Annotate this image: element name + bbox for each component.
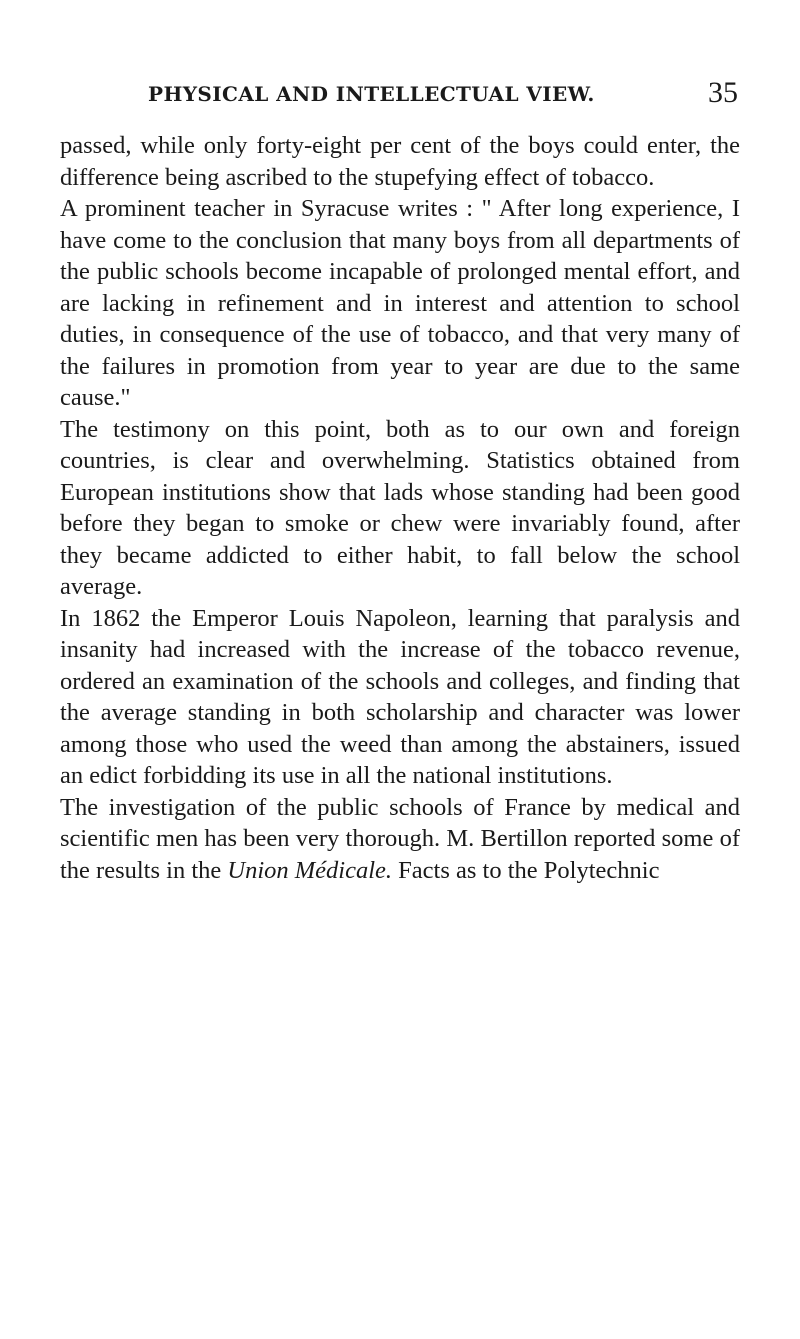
- paragraph: A prominent teacher in Syracuse writes : " After long experience, I have come to the conclusion that many boys from all departments of the public schools become incapable of prolonged mental effort, and are lacking in refinement and in interest and attention to school duties, in consequence of the use of tobacco, and that very many of the failures in promotion from year to year are due to the same cause.": [60, 195, 740, 411]
- running-head: [148, 76, 738, 116]
- page-number: 35: [708, 76, 738, 109]
- paragraph-text: The investigation of the public schools of France by medical and scientific men has been very thorough. M. Bertillon reported some of the results in the: [60, 793, 740, 884]
- running-title: PHYSICAL AND INTELLECTUAL VIEW.: [148, 82, 595, 106]
- paragraph: passed, while only forty-eight per cent of the boys could enter, the difference being ascribed to the stupefying effect of tobacco.: [60, 132, 740, 191]
- paragraph-text: Facts as to the Polytechnic: [392, 856, 660, 884]
- body-text: [60, 130, 740, 886]
- paragraph: In 1862 the Emperor Louis Napoleon, learning that paralysis and insanity had increased with the increase of the tobacco revenue, ordered an examination of the schools and colleges, and finding that the average standing in both scholarship and character was lower among those who used the weed than among the abstainers, issued an edict forbidding its use in all the national institutions.: [60, 604, 740, 789]
- paragraph: [60, 792, 740, 887]
- paragraph: The testimony on this point, both as to our own and foreign countries, is clear and overwhelming. Statistics obtained from European institutions show that lads whose standing had been good before they began to smoke or chew were invariably found, after they became addicted to either habit, to fall below the school average.: [60, 415, 740, 600]
- journal-title: Union Médicale.: [227, 856, 393, 884]
